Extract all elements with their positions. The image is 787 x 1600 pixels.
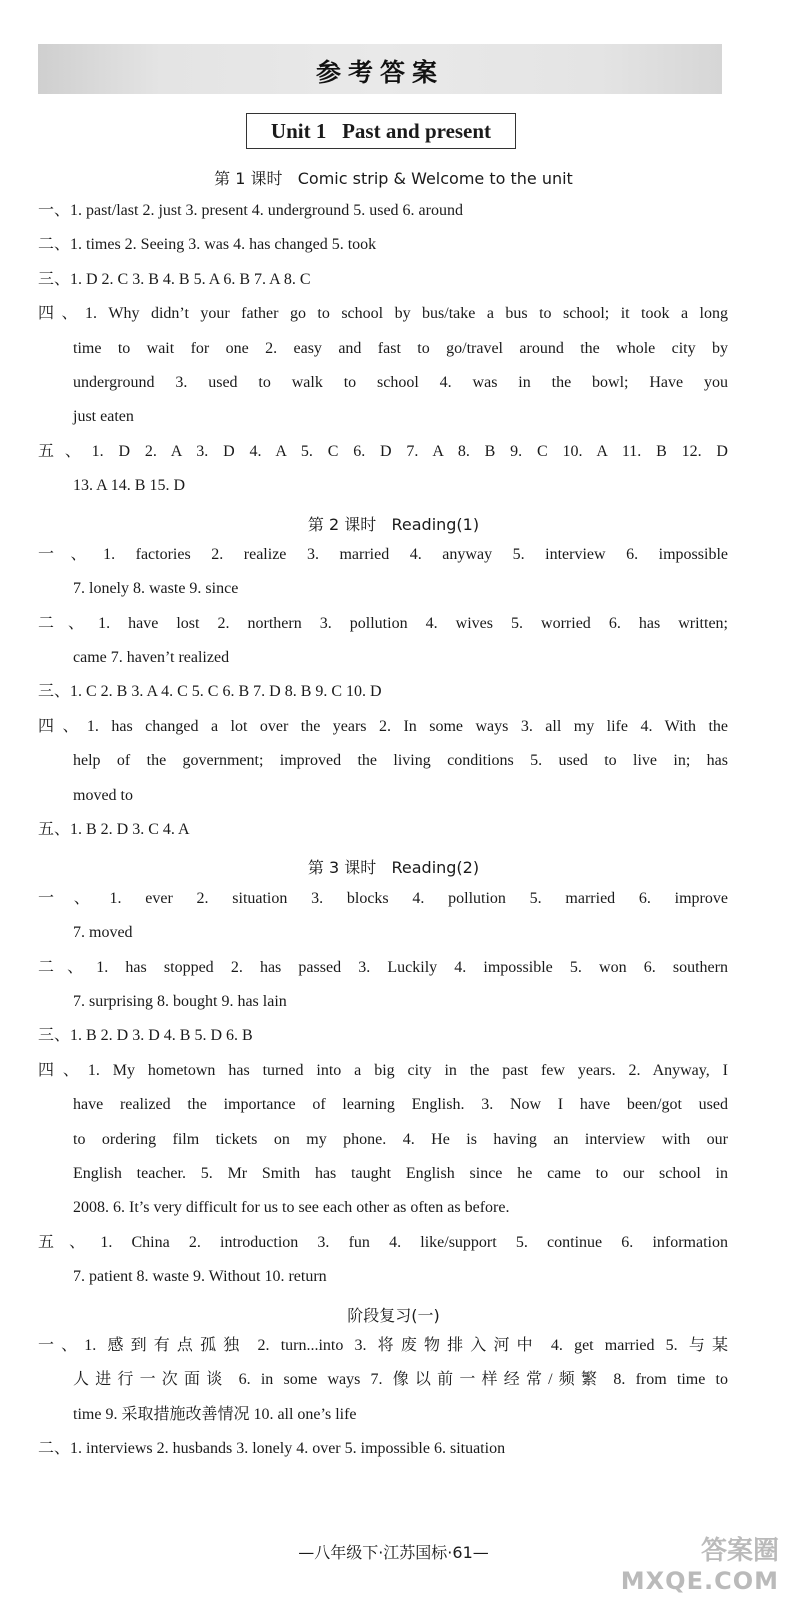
lesson-heading-gap (38, 504, 728, 538)
answer-line: 7. moved (73, 924, 133, 942)
review-answers (38, 1329, 728, 1467)
answer-line: 一、1. ever 2. situation 3. blocks 4. pollution 5. married 6. improve (38, 889, 728, 907)
answer-line: 四、1. My hometown has turned into a big city in the past few years. 2. Anyway, I (38, 1061, 728, 1079)
answer-line: 一、1. past/last 2. just 3. present 4. underground 5. used 6. around (38, 202, 463, 219)
answer-line: 7. patient 8. waste 9. Without 10. return (73, 1268, 327, 1286)
watermark-text: 答案圈 (700, 1536, 779, 1566)
answer-line: have realized the importance of learning English. 3. Now I have been/got used (73, 1096, 728, 1114)
watermark-logo (579, 1536, 779, 1596)
answer-line: 2008. 6. It’s very difficult for us to see each other as often as before. (73, 1199, 510, 1217)
lesson-heading-2: 第 2 课时 Reading(1) (307, 514, 480, 534)
answer-line: 四、1. Why didn’t your father go to school by bus/take a bus to school; it took a long (38, 305, 728, 323)
answer-line: 二、1. has stopped 2. has passed 3. Luckily 4. impossible 5. won 6. southern (38, 958, 728, 976)
answer-line: 五、1. B 2. D 3. C 4. A (38, 821, 190, 839)
answer-line: 7. surprising 8. bought 9. has lain (73, 992, 287, 1010)
answer-line: 三、1. B 2. D 3. D 4. B 5. D 6. B (38, 1027, 253, 1045)
lesson-2-answers (38, 538, 728, 848)
lesson-heading-3: 第 3 课时 Reading(2) (307, 858, 480, 878)
answer-line: just eaten (73, 408, 134, 426)
page-title: 参考答案 (315, 58, 444, 87)
answer-line: 二、1. have lost 2. northern 3. pollution 4. wives 5. worried 6. has written; (38, 614, 728, 632)
answer-line: 二、1. times 2. Seeing 3. was 4. has changed 5. took (38, 236, 377, 254)
watermark-url: MXQE.COM (620, 1567, 779, 1595)
answer-line: 13. A 14. B 15. D (73, 477, 186, 495)
answer-line: 五、1. D 2. A 3. D 4. A 5. C 6. D 7. A 8. B 9. C 10. A 11. B 12. D (38, 442, 728, 460)
answer-line: 一、1. 感到有点孤独 2. turn...into 3. 将废物排入河中 4. get married 5. 与某 (38, 1336, 728, 1354)
review-heading: 阶段复习(一) (347, 1305, 440, 1325)
answer-line: time to wait for one 2. easy and fast to go/travel around the whole city by (73, 339, 728, 357)
answer-line: underground 3. used to walk to school 4. was in the bowl; Have you (73, 373, 728, 391)
answer-line: moved to (73, 786, 133, 804)
answer-line: English teacher. 5. Mr Smith has taught English since he came to our school in (73, 1164, 728, 1182)
title-banner (38, 44, 722, 94)
page-footer: —八年级下·江苏国标·61— (298, 1543, 489, 1562)
answer-line: came 7. haven’t realized (73, 649, 230, 667)
lesson-1-answers (38, 194, 728, 504)
answer-line: to ordering film tickets on my phone. 4. He is having an interview with our (73, 1130, 728, 1148)
answer-line: 五、1. China 2. introduction 3. fun 4. like/support 5. continue 6. information (38, 1233, 728, 1251)
answer-line: 一、1. factories 2. realize 3. married 4. anyway 5. interview 6. impossible (38, 545, 728, 563)
unit-title-box (246, 113, 516, 149)
answer-line: help of the government; improved the living conditions 5. used to live in; has (73, 752, 728, 770)
answer-line: 三、1. D 2. C 3. B 4. B 5. A 6. B 7. A 8. C (38, 270, 311, 288)
answer-line: 三、1. C 2. B 3. A 4. C 5. C 6. B 7. D 8. B 9. C 10. D (38, 683, 382, 701)
unit-title: Unit 1 Past and present (270, 119, 492, 143)
answer-content (38, 194, 728, 1466)
lesson-heading-gap (38, 847, 728, 881)
lesson-heading-gap (38, 1295, 728, 1329)
lesson-3-answers (38, 882, 728, 1295)
answer-line: time 9. 采取措施改善情况 10. all one’s life (73, 1405, 357, 1423)
lesson-heading-1: 第 1 课时 Comic strip & Welcome to the unit (214, 169, 573, 188)
answer-line: 二、1. interviews 2. husbands 3. lonely 4. over 5. impossible 6. situation (38, 1440, 506, 1458)
answer-line: 四、1. has changed a lot over the years 2. In some ways 3. all my life 4. With the (38, 717, 728, 735)
answer-line: 7. lonely 8. waste 9. since (73, 580, 239, 598)
answer-line: 人进行一次面谈 6. in some ways 7. 像以前一样经常/频繁 8. from time to (73, 1371, 728, 1389)
